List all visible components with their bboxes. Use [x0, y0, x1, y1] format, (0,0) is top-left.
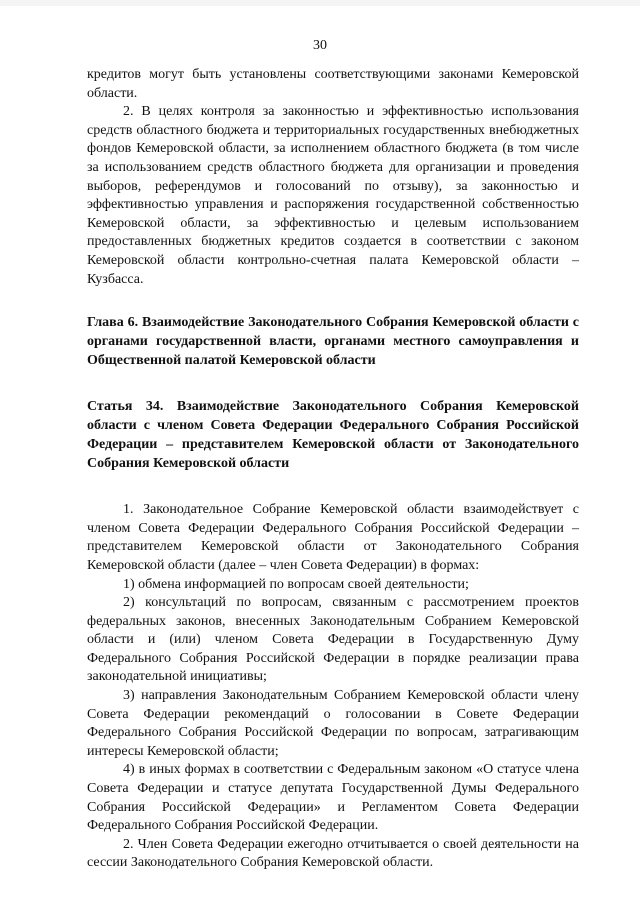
article-subitem-4: 4) в иных формах в соответствии с Федеральным законом «О статусе члена Совета Федерации и статусе депутата Государственной Думы Федерального Собрания Российской Федерации» и Регламентом Совета Федерации Федерального Собрания Российской Федерации.: [87, 762, 579, 834]
article-item-1: 1. Законодательное Собрание Кемеровской области взаимодействует с членом Совета Федерации Федерального Собрания Российской Федерации – представителем Кемеровской области от Законодательного Собрания Кемеровской области (далее – член Совета Федерации) в формах:: [87, 502, 579, 573]
article-item-2: 2. Член Совета Федерации ежегодно отчитывается о своей деятельности на сессии Законодательного Собрания Кемеровской области.: [87, 836, 579, 871]
chapter-heading: Глава 6. Взаимодействие Законодательного Собрания Кемеровской области с органами государственной власти, органами местного самоуправления и Общественной палатой Кемеровской области: [87, 315, 579, 369]
article-subitem-2: 2) консультаций по вопросам, связанным с рассмотрением проектов федеральных законов, внесенных Законодательным Собранием Кемеровской области и (или) членом Совета Федерации в Государственную Думу Федерального Собрания Российской Федерации в порядке реализации права законодательной инициативы;: [87, 595, 579, 685]
article-subitem-1: 1) обмена информацией по вопросам своей деятельности;: [123, 576, 469, 592]
paragraph-continuation: кредитов могут быть установлены соответствующими законами Кемеровской области.: [87, 67, 579, 101]
paragraph-control: 2. В целях контроля за законностью и эффективностью использования средств областного бюджета и территориальных государственных внебюджетных фондов Кемеровской области, за исполнением областного бюджета (в том числе за использованием средств областного бюджета для организации и проведения выборов, референдумов и голосований по отзыву), за законностью и эффективностью управления и распоряжения государственной собственностью Кемеровской области, за эффективностью и целевым использованием предоставленных бюджетных кредитов создается в соответствии с законом Кемеровской области контрольно-счетная палата Кемеровской области – Кузбасса.: [87, 104, 579, 287]
scan-edge: [0, 0, 640, 6]
article-heading: Статья 34. Взаимодействие Законодательного Собрания Кемеровской области с членом Совета Федерации Федерального Собрания Российской Федерации – представителем Кемеровской области от Законодательного Собрания Кемеровской области: [87, 399, 579, 472]
document-body: [87, 66, 579, 873]
page-number: 30: [313, 38, 327, 53]
article-subitem-3: 3) направления Законодательным Собранием Кемеровской области члену Совета Федерации рекомендаций о голосовании в Совете Федерации Федерального Собрания Российской Федерации по вопросам, затрагивающим интересы Кемеровской области;: [87, 688, 579, 759]
